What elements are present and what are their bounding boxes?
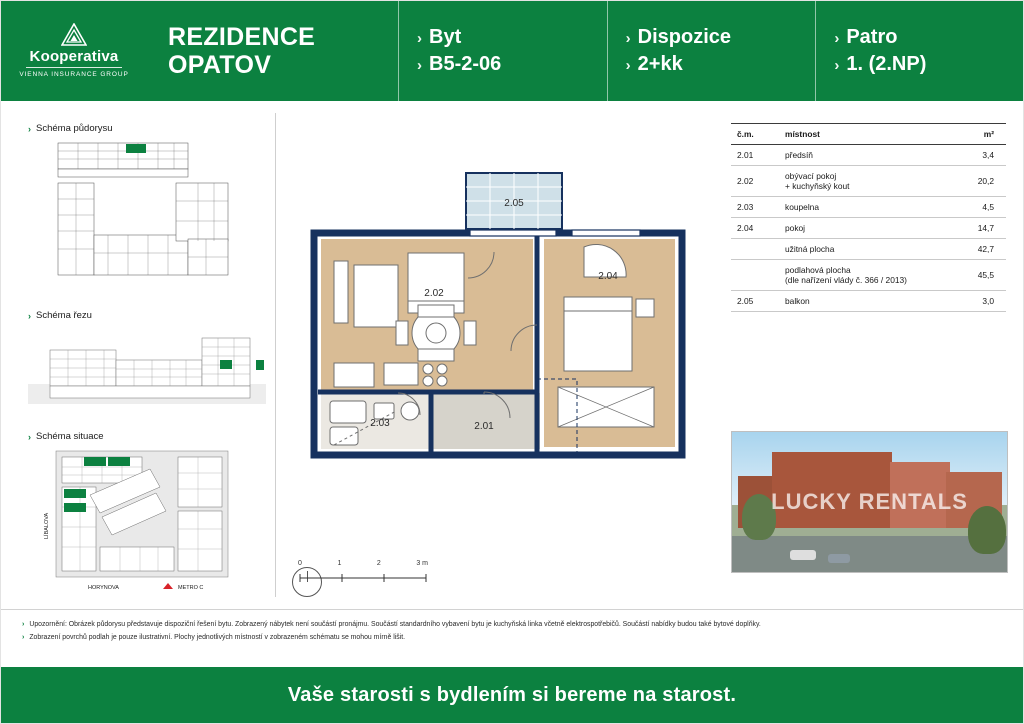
table-header-area: m² xyxy=(946,124,1006,145)
photo-building-main xyxy=(772,452,892,528)
schema-section-graphic xyxy=(28,326,266,418)
page-footer xyxy=(0,667,1024,724)
room-schedule-table xyxy=(731,123,1006,312)
table-header-row xyxy=(731,124,1006,145)
photo-tree-left xyxy=(742,494,776,540)
schema-floorplan xyxy=(28,123,266,294)
header-field-floor-label: Patro xyxy=(846,25,898,48)
apartment-floorplan xyxy=(288,111,708,599)
chevron-right-icon: › xyxy=(834,56,840,74)
header-field-layout-value: 2+kk xyxy=(637,52,683,75)
disclaimer-notes xyxy=(0,609,1024,667)
header-field-floor xyxy=(815,0,1024,101)
room-label-204: 2.04 xyxy=(598,271,618,282)
header-field-layout-label: Dispozice xyxy=(637,25,732,48)
cell-room: pokoj xyxy=(779,218,946,239)
disclaimer-text-2: Zobrazení povrchů podlah je pouze ilustrativní. Plochy jednotlivých místností v zobrazeném schématu se mohou mírně lišit. xyxy=(29,633,406,641)
cell-area: 3,0 xyxy=(946,291,1006,312)
header-field-unit-label: Byt xyxy=(429,25,462,48)
brand-subtitle: VIENNA INSURANCE GROUP xyxy=(19,71,129,78)
header-field-unit-value: B5-2-06 xyxy=(429,52,502,75)
chevron-right-icon: › xyxy=(28,123,31,134)
schema-floorplan-title: Schéma půdorysu xyxy=(36,123,113,134)
cell-number: 2.02 xyxy=(731,166,779,197)
chevron-right-icon: › xyxy=(417,56,422,74)
photo-car-2 xyxy=(828,554,850,563)
cell-area: 4,5 xyxy=(946,197,1006,218)
cell-number xyxy=(731,239,779,260)
scale-bar-graphic xyxy=(298,574,428,582)
chevron-right-icon: › xyxy=(625,29,631,47)
scale-bar xyxy=(298,560,428,587)
table-row xyxy=(731,197,1006,218)
cell-number: 2.04 xyxy=(731,218,779,239)
cell-area: 3,4 xyxy=(946,145,1006,166)
footer-slogan: Vaše starosti s bydlením si bereme na starost. xyxy=(287,684,737,706)
cell-room: předsíň xyxy=(779,145,946,166)
disclaimer-line-2 xyxy=(22,633,1002,644)
cell-number: 2.01 xyxy=(731,145,779,166)
photo-road xyxy=(732,536,1007,572)
highlight-unit-marker xyxy=(220,360,232,369)
triangle-logo-icon xyxy=(61,23,87,47)
project-title-line2: OPATOV xyxy=(168,50,272,79)
svg-text:LÍBALOVA: LÍBALOVA xyxy=(44,512,50,539)
chevron-right-icon: › xyxy=(28,310,31,321)
room-label-203: 2.03 xyxy=(370,418,390,429)
disclaimer-line-1 xyxy=(22,620,1002,631)
table-row xyxy=(731,291,1006,312)
brand-logo xyxy=(0,0,148,101)
room-balcony xyxy=(466,173,562,229)
schema-situation-title: Schéma situace xyxy=(36,431,104,442)
chevron-right-icon: › xyxy=(834,29,840,47)
photo-tree-right xyxy=(968,506,1006,554)
chevron-right-icon: › xyxy=(417,29,422,47)
cell-area: 20,2 xyxy=(946,166,1006,197)
scale-tick-3: 3 m xyxy=(416,560,428,567)
table-header-room: místnost xyxy=(779,124,946,145)
building-visualization xyxy=(731,431,1008,573)
highlight-unit-marker xyxy=(126,144,146,153)
photo-car-1 xyxy=(790,550,816,560)
room-schedule xyxy=(731,123,1006,312)
floorplan-drawing xyxy=(288,111,708,591)
schema-situation-graphic xyxy=(28,447,266,599)
cell-area: 14,7 xyxy=(946,218,1006,239)
disclaimer-text-1: Upozornění: Obrázek půdorysu představuje dispoziční řešení bytu. Zobrazený nábytek není součástí pronájmu. Součástí standardního vybavení bytu je kuchyňská linka včetně elektrospotřebičů. Součástí nabídky budou také bytové doplňky. xyxy=(29,621,761,628)
cell-area: 45,5 xyxy=(946,260,1006,291)
schema-section-title: Schéma řezu xyxy=(36,310,92,321)
cell-room-line1: obývací pokoj xyxy=(785,171,837,181)
brand-name: Kooperativa xyxy=(29,48,119,65)
table-row xyxy=(731,145,1006,166)
cell-room: užitná plocha xyxy=(779,239,946,260)
cell-area: 42,7 xyxy=(946,239,1006,260)
table-row-total-usable xyxy=(731,239,1006,260)
cell-room-line1: podlahová plocha xyxy=(785,265,851,275)
photo-watermark: LUCKY RENTALS xyxy=(771,489,968,514)
table-row-total-floor xyxy=(731,260,1006,291)
cell-number xyxy=(731,260,779,291)
room-label-202: 2.02 xyxy=(424,288,444,299)
cell-room xyxy=(779,166,946,197)
schema-section xyxy=(28,310,266,423)
scale-tick-1: 1 xyxy=(337,560,342,567)
cell-room: balkon xyxy=(779,291,946,312)
page-body xyxy=(0,101,1024,609)
table-row xyxy=(731,166,1006,197)
cell-number: 2.03 xyxy=(731,197,779,218)
cell-room xyxy=(779,260,946,291)
svg-text:METRO C: METRO C xyxy=(178,585,204,591)
chevron-right-icon: › xyxy=(22,633,25,641)
scale-tick-2: 2 xyxy=(376,560,381,567)
schema-situation xyxy=(28,431,266,604)
chevron-right-icon: › xyxy=(28,431,31,442)
photo-building-mid xyxy=(890,462,950,528)
header-field-floor-value: 1. (2.NP) xyxy=(846,52,927,75)
project-title xyxy=(148,0,398,101)
schema-floorplan-title-row xyxy=(28,123,266,134)
scale-tick-0: 0 xyxy=(298,560,302,567)
room-label-201: 2.01 xyxy=(474,421,494,432)
svg-text:HORYNOVA: HORYNOVA xyxy=(88,585,119,591)
cell-room: koupelna xyxy=(779,197,946,218)
project-title-line1: REZIDENCE xyxy=(168,22,316,51)
schema-section-title-row xyxy=(28,310,266,321)
cell-room-line2: (dle nařízení vlády č. 366 / 2013) xyxy=(785,275,907,285)
page-header xyxy=(0,0,1024,101)
schema-column xyxy=(18,113,276,597)
header-field-unit xyxy=(398,0,607,101)
cell-number: 2.05 xyxy=(731,291,779,312)
logo-divider xyxy=(26,67,122,68)
schema-floorplan-graphic xyxy=(28,139,266,289)
cell-room-line2: + kuchyňský kout xyxy=(785,181,850,191)
chevron-right-icon: › xyxy=(625,56,631,74)
svg-text:2.05: 2.05 xyxy=(504,198,524,209)
table-row xyxy=(731,218,1006,239)
schema-situation-title-row xyxy=(28,431,266,442)
chevron-right-icon: › xyxy=(22,621,25,628)
table-header-number: č.m. xyxy=(731,124,779,145)
header-field-layout xyxy=(607,0,816,101)
